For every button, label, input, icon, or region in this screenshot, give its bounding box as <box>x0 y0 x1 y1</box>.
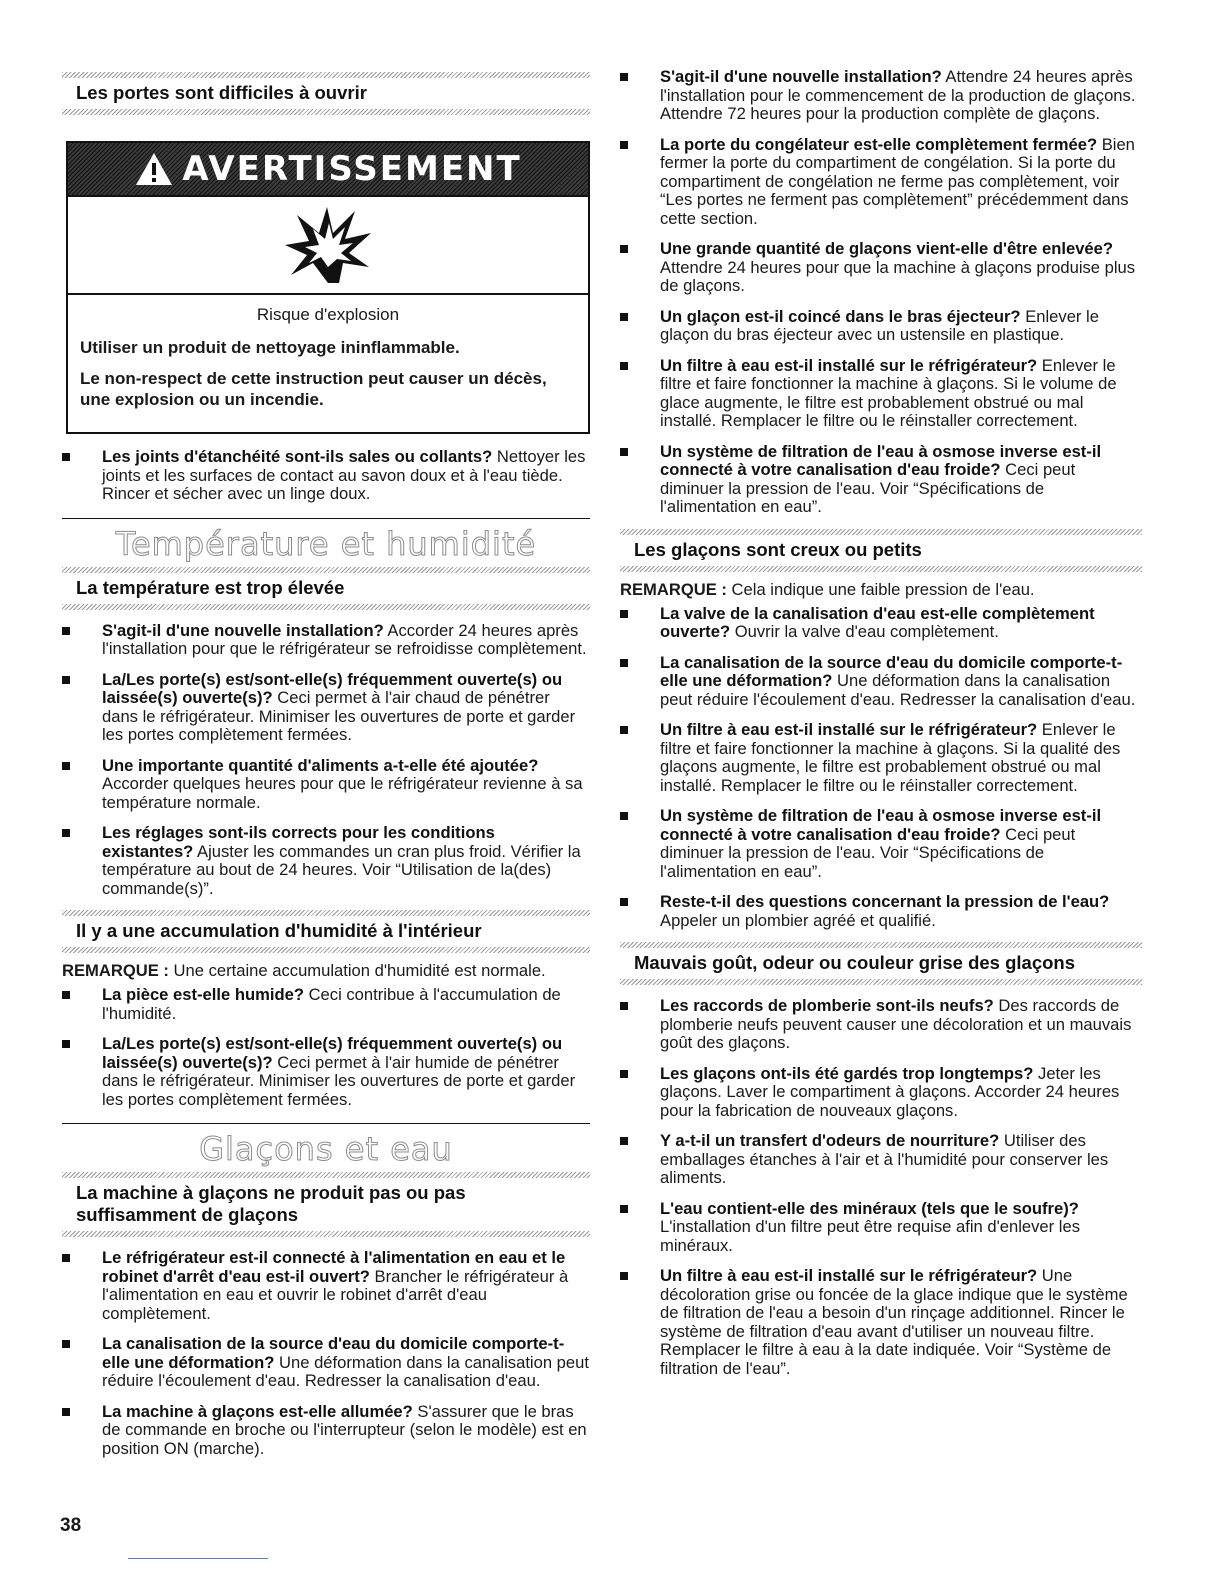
list-item: Un filtre à eau est-il installé sur le réfrigérateur? Enlever le filtre et faire fonctionner la machine à glaçons. Si le volume de glace augmente, le filtre est probablement obstrué ou mal installé. Remplacer le filtre ou le réinstaller correctement. <box>620 357 1142 431</box>
ice-heading: La machine à glaçons ne produit pas ou pas suffisamment de glaçons <box>76 1182 466 1225</box>
ice-section-title: Glaçons et eau <box>199 1130 453 1168</box>
list-item: Les glaçons ont-ils été gardés trop longtemps? Jeter les glaçons. Laver le compartiment à glaçons. Accorder 24 heures pour la fabrication de nouveaux glaçons. <box>620 1065 1142 1121</box>
list-item: La valve de la canalisation d'eau est-elle complètement ouverte? Ouvrir la valve d'eau complètement. <box>620 605 1142 642</box>
list-item: Les réglages sont-ils corrects pour les conditions existantes? Ajuster les commandes un cran plus froid. Vérifier la température au bout de 24 heures. Voir “Utilisation de la(des) commande(s)”. <box>62 824 590 898</box>
list-item: S'agit-il d'une nouvelle installation? Attendre 24 heures après l'installation pour le commencement de la production de glaçons. Attendre 72 heures pour la production complète de glaçons. <box>620 68 1142 124</box>
hollow-note: REMARQUE : Cela indique une faible pression de l'eau. <box>620 579 1035 599</box>
temperature-heading: La température est trop élevée <box>76 576 345 598</box>
hollow-heading: Les glaçons sont creux ou petits <box>634 538 922 560</box>
list-item: S'agit-il d'une nouvelle installation? Accorder 24 heures après l'installation pour que le réfrigérateur se refroidisse complètement. <box>62 622 590 659</box>
list-item: Les raccords de plomberie sont-ils neufs? Des raccords de plomberie neufs peuvent causer une décoloration et un mauvais goût des glaçons. <box>620 997 1142 1053</box>
list-item: Un système de filtration de l'eau à osmose inverse est-il connecté à votre canalisation d'eau froide? Ceci peut diminuer la pression de l'eau. Voir “Spécifications de l'alimentation en eau”. <box>620 443 1142 517</box>
warning-risk: Risque d'explosion <box>256 305 400 324</box>
hollow-list <box>620 605 1142 931</box>
humidity-list <box>62 986 590 1109</box>
taste-list <box>620 997 1142 1378</box>
list-item: Reste-t-il des questions concernant la pression de l'eau? Appeler un plombier agréé et qualifié. <box>620 893 1142 930</box>
taste-subheading <box>620 942 1142 985</box>
warning-box <box>66 141 590 434</box>
list-item: La/Les porte(s) est/sont-elle(s) fréquemment ouverte(s) ou laissée(s) ouverte(s)? Ceci permet à l'air chaud de pénétrer dans le réfrigérateur. Minimiser les ouvertures de porte et garder les portes complètement fermées. <box>62 671 590 745</box>
warning-triangle-icon <box>134 151 174 187</box>
list-item: La porte du congélateur est-elle complètement fermée? Bien fermer la porte du compartiment de congélation. Si la porte du compartiment de congélation ne ferme pas complètement, voir “Les portes ne ferment pas complètement” précédemment dans cette section. <box>620 136 1142 229</box>
list-item: La machine à glaçons est-elle allumée? S'assurer que le bras de commande en broche ou l'interrupteur (selon le modèle) est en position ON (marche). <box>62 1403 590 1459</box>
list-item: Y a-t-il un transfert d'odeurs de nourriture? Utiliser des emballages étanches à l'air et à l'humidité pour conserver les aliments. <box>620 1132 1142 1188</box>
list-item: Un glaçon est-il coincé dans le bras éjecteur? Enlever le glaçon du bras éjecteur avec un ustensile en plastique. <box>620 308 1142 345</box>
hollow-subheading <box>620 529 1142 572</box>
left-column <box>62 0 590 1470</box>
ice-subheading <box>62 1172 590 1237</box>
seal-list <box>62 448 590 504</box>
taste-heading: Mauvais goût, odeur ou couleur grise des glaçons <box>634 952 1076 973</box>
humidity-note: REMARQUE : Une certaine accumulation d'humidité est normale. <box>62 961 546 980</box>
ice-list <box>62 1249 590 1458</box>
list-item: La canalisation de la source d'eau du domicile comporte-t-elle une déformation? Une déformation dans la canalisation peut réduire l'écoulement d'eau. Redresser la canalisation d'eau. <box>62 1335 590 1391</box>
ice-section <box>62 1123 590 1172</box>
humidity-subheading <box>62 910 590 953</box>
temperature-section-title: Température et humidité <box>115 524 537 563</box>
list-item: Un filtre à eau est-il installé sur le réfrigérateur? Une décoloration grise ou foncée de la glace indique que le système de filtration de l'eau a besoin d'un rinçage additionnel. Rincer le système de filtration d'eau avant d'utiliser un nouveau filtre. Remplacer le filtre à eau à la date indiquée. Voir “Système de filtration de l'eau”. <box>620 1267 1142 1378</box>
explosion-icon <box>283 205 373 285</box>
list-item: Un filtre à eau est-il installé sur le réfrigérateur? Enlever le filtre et faire fonctionner la machine à glaçons. Si la qualité des glaçons augmente, le filtre est probablement obstrué ou mal installé. Remplacer le filtre ou le réinstaller correctement. <box>620 721 1142 795</box>
list-item: La/Les porte(s) est/sont-elle(s) fréquemment ouverte(s) ou laissée(s) ouverte(s)? Ceci permet à l'air humide de pénétrer dans le réfrigérateur. Minimiser les ouvertures de porte et garder les portes complètement fermées. <box>62 1035 590 1109</box>
temperature-subheading <box>62 567 590 610</box>
page-number: 38 <box>60 1515 82 1536</box>
right-column <box>620 0 1142 1390</box>
list-item: La canalisation de la source d'eau du domicile comporte-t-elle une déformation? Une déformation dans la canalisation peut réduire l'écoulement d'eau. Redresser la canalisation d'eau. <box>620 654 1142 710</box>
list-item: Une grande quantité de glaçons vient-elle d'être enlevée? Attendre 24 heures pour que la machine à glaçons produise plus de glaçons. <box>620 240 1142 296</box>
warning-header <box>68 143 588 195</box>
warning-line1: Utiliser un produit de nettoyage ininflammable. <box>80 338 460 357</box>
temperature-list <box>62 622 590 899</box>
warning-title: AVERTISSEMENT <box>182 149 522 189</box>
list-item: Les joints d'étanchéité sont-ils sales ou collants? Nettoyer les joints et les surfaces de contact au savon doux et à l'eau tiède. Rincer et sécher avec un linge doux. <box>62 448 590 504</box>
warning-line2: Le non-respect de cette instruction peut causer un décès, une explosion ou un incendie. <box>80 369 547 409</box>
doors-heading: Les portes sont difficiles à ouvrir <box>76 82 367 103</box>
temperature-section <box>62 518 590 567</box>
list-item: L'eau contient-elle des minéraux (tels que le soufre)? L'installation d'un filtre peut être requise afin d'enlever les minéraux. <box>620 1200 1142 1256</box>
humidity-heading: Il y a une accumulation d'humidité à l'intérieur <box>76 920 482 941</box>
list-item: Le réfrigérateur est-il connecté à l'alimentation en eau et le robinet d'arrêt d'eau est-il ouvert? Brancher le réfrigérateur à l'alimentation en eau et ouvrir le robinet d'arrêt d'eau complètement. <box>62 1249 590 1323</box>
doors-subheading <box>62 72 590 115</box>
list-item: Un système de filtration de l'eau à osmose inverse est-il connecté à votre canalisation d'eau froide? Ceci peut diminuer la pression de l'eau. Voir “Spécifications de l'alimentation en eau”. <box>620 807 1142 881</box>
explosion-pictogram <box>68 195 588 295</box>
list-item: La pièce est-elle humide? Ceci contribue à l'accumulation de l'humidité. <box>62 986 590 1023</box>
ice-list-continued <box>620 68 1142 517</box>
list-item: Une importante quantité d'aliments a-t-elle été ajoutée? Accorder quelques heures pour que le réfrigérateur revienne à sa température normale. <box>62 757 590 813</box>
footer-rule <box>128 1558 268 1559</box>
